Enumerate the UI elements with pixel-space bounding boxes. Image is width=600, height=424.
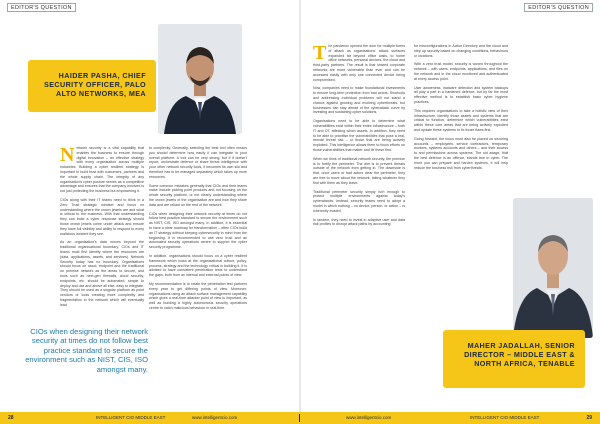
paragraph: CIOs when designing their network security at times do not follow best practice standard to secure the environment such as NIST, CIS, ISO amongst many. In addition, it is essential to have a clear roadmap for transformation – often CIOs build an IT strategy without keeping cybersecurity in mind from the beginning. It is recommended to use zero trust and an automated security operations centre to support the cyber security programme. (149, 211, 247, 250)
paragraph: Going forward, the focus must also be placed on securing accounts – employees, service contractors, temporary workers, systems accounts and others – and their access to and permissions across systems. The old adage, that the best defence is an offence, stands true in cyber. The more you can prepare and harden systems, it will help reduce the business risk from cyberthreats. (414, 136, 508, 170)
left-page-number: 28 (8, 415, 14, 421)
paragraph (313, 44, 405, 82)
paragraph: As an organisation's data moves beyond the traditional organisational boundary, CIOs and IT teams must first identify where the resources are (data, applications, assets, and services). Network Security today has no boundary. Organisations should focus on cloud, endpoint and the traditional on premise network as the areas to secure, and tools such as next-gen firewalls, cloud security, endpoints, etc. should be automated, simple to deploy and use and above all else, easy to integrate. They should be used as a singular platform as point vendors or tools creating more complexity and fragmentation in the network which will eventually lead (60, 240, 144, 307)
portrait-image (158, 24, 242, 134)
dropcap-t: T (313, 42, 327, 64)
paragraph: User awareness, malware detection and system backups all play a part in a hardened defence, but by far the most effective method is to establish basic cyber hygiene practices. (414, 85, 508, 104)
left-speaker-photo (158, 24, 242, 134)
section-tag-left: EDITOR'S QUESTION (7, 3, 76, 12)
paragraph: When we think of traditional network security, the premise is to fortify the perimeter. The aim is to prevent threats outside of the network from getting in. The downside is that, once users or bad actors clear the perimeter, they are free to move about the network, taking whatever they find with them as they leave. (313, 156, 405, 185)
left-footer-url: www.intelligentcio.com (192, 415, 238, 420)
paragraph: to complexity. Generally, selecting the best tool often means you should determine how easily it can integrate in your overall platform. A tool can be very strong, but if it doesn't report, orchestrate defence or share threat intelligence with your other network security tools, it becomes its own silo and therefore has to be managed separately which takes up more resources. (149, 146, 247, 179)
right-speaker-title-box (443, 330, 585, 388)
paragraph: This requires organisations to take a holistic view of their infrastructure, identify those assets and systems that are critical to function, determine which vulnerabilities exist within these core areas that are being actively exploited and update these systems to fix those flaws first. (414, 108, 508, 132)
left-speaker-title: HAIDER PASHA, CHIEF SECURITY OFFICER, PALO ALTO NETWORKS, MEA (44, 71, 146, 98)
left-footer-magazine: INTELLIGENT CIO MIDDLE EAST (96, 415, 166, 420)
paragraph: With a zero trust model, security is woven throughout the network – with users, endpoints, applications, and files on the network and in the cloud monitored and authenticated at every access point. (414, 62, 508, 81)
right-footer-magazine: INTELLIGENT CIO MIDDLE EAST (470, 415, 540, 420)
dropcap-n: N (60, 144, 75, 166)
left-article-col1 (60, 146, 144, 312)
right-speaker-title: MAHER JADALLAH, SENIOR DIRECTOR – MIDDLE EAST & NORTH AFRICA, TENABLE (464, 341, 575, 368)
paragraph: Some common mistakes generally that CIOs and their teams make include picking point products and not focusing on the whole security platform, or not clearly understanding where the crown jewels of the organisation are and how they share data and are reliant on the rest of the network. (149, 183, 247, 207)
portrait-image (513, 198, 593, 338)
pull-quote: CIOs when designing their network security at times do not follow best practice standard to secure the environment such as NIST, CIS, ISO amongst many. (25, 327, 148, 374)
right-speaker-photo (513, 198, 593, 338)
paragraph: Organisations need to be able to determine what vulnerabilities exist within their entire infrastructure – both IT and OT, affecting which assets. In addition, they need to be able to prioritise the vulnerabilities that pose a real, remote threat risk – or those that are being actively exploited. This intelligence allows them to focus efforts on those vulnerabilities that matter and fix these first. (313, 119, 405, 152)
page-gutter (299, 0, 301, 412)
section-tag-right: EDITOR'S QUESTION (524, 3, 593, 12)
paragraph: My recommendation is to rotate the penetration test partners every year to get differing points of view. Moreover, organisations using an attack surface management capability which gives a real-time attacker point of view is important, as well as building a highly autonomous security operations centre to catch malicious behaviour in real-time. (149, 281, 247, 310)
left-article-col2 (149, 146, 247, 315)
paragraph (60, 146, 144, 194)
paragraph-text: he pandemic opened the door for multiple forms of attack as organisations' attack surfaces expanded far beyond office walls, to home office networks, personal devices, the cloud and third-party partners. The result is that shared corporate networks are more vulnerable than ever and can be accessed easily with only one connected device being compromised. (313, 44, 405, 82)
footer-bar (0, 412, 600, 424)
paragraph: for misconfigurations in Active Directory and the cloud and step up security based on changing conditions, behaviours or locations. (414, 44, 508, 58)
paragraph: In addition, organisations should focus on a cyber resilient framework which looks at the organisational culture, policy, process, strategy and the technology critical in building it. It is advised to have consistent penetration tests to understand the gaps, both from an internal and external points of view. (149, 253, 247, 278)
paragraph-text: etwork security is a vital capability that enables the business to ensure through digital innovation – an effective strategy with every organisation across multiple industries. Building a cyber resilient strategy is important to build trust with customers, partners and the whole supply chain. The integrity of any organisation's cyber posture serves as a competitive advantage and ensures that the company involved is not just protecting the business but empowering it. (60, 146, 144, 194)
right-footer-url: www.intelligentcio.com (346, 415, 392, 420)
paragraph: Traditional perimeter security simply isn't enough to protect multiple environments against today's cyberattacks. Instead, security teams need to adopt a model in which nothing – no device, person, or action – is inherently trusted. (313, 189, 405, 213)
footer-divider (299, 414, 300, 422)
right-article-col2 (414, 44, 508, 174)
paragraph: In tandem, they need to invest in adaptive user and data risk profiles to disrupt attack paths by accounting (313, 217, 405, 227)
paragraph: CIOs along with their IT teams need to think in a Zero Trust strategic mindset and focus on understanding where the crown jewels are and what is critical to the business. With that understanding they can build a cyber response strategy should those crown jewels come under attack and ensure they have full visibility and ability to respond to every malicious incident they see. (60, 197, 144, 236)
left-speaker-title-box (28, 60, 156, 112)
paragraph: Now, companies need to make foundational investments to ensure long-term protection from bad actors. Shortcuts and addressing individual problems will not stand a chance against growing and evolving cyberthreats, but businesses can stay ahead of the cyberattack curve by investing and sustaining cyber solutions. (313, 86, 405, 115)
right-page-number: 29 (586, 415, 592, 421)
right-article-col1 (313, 44, 405, 231)
